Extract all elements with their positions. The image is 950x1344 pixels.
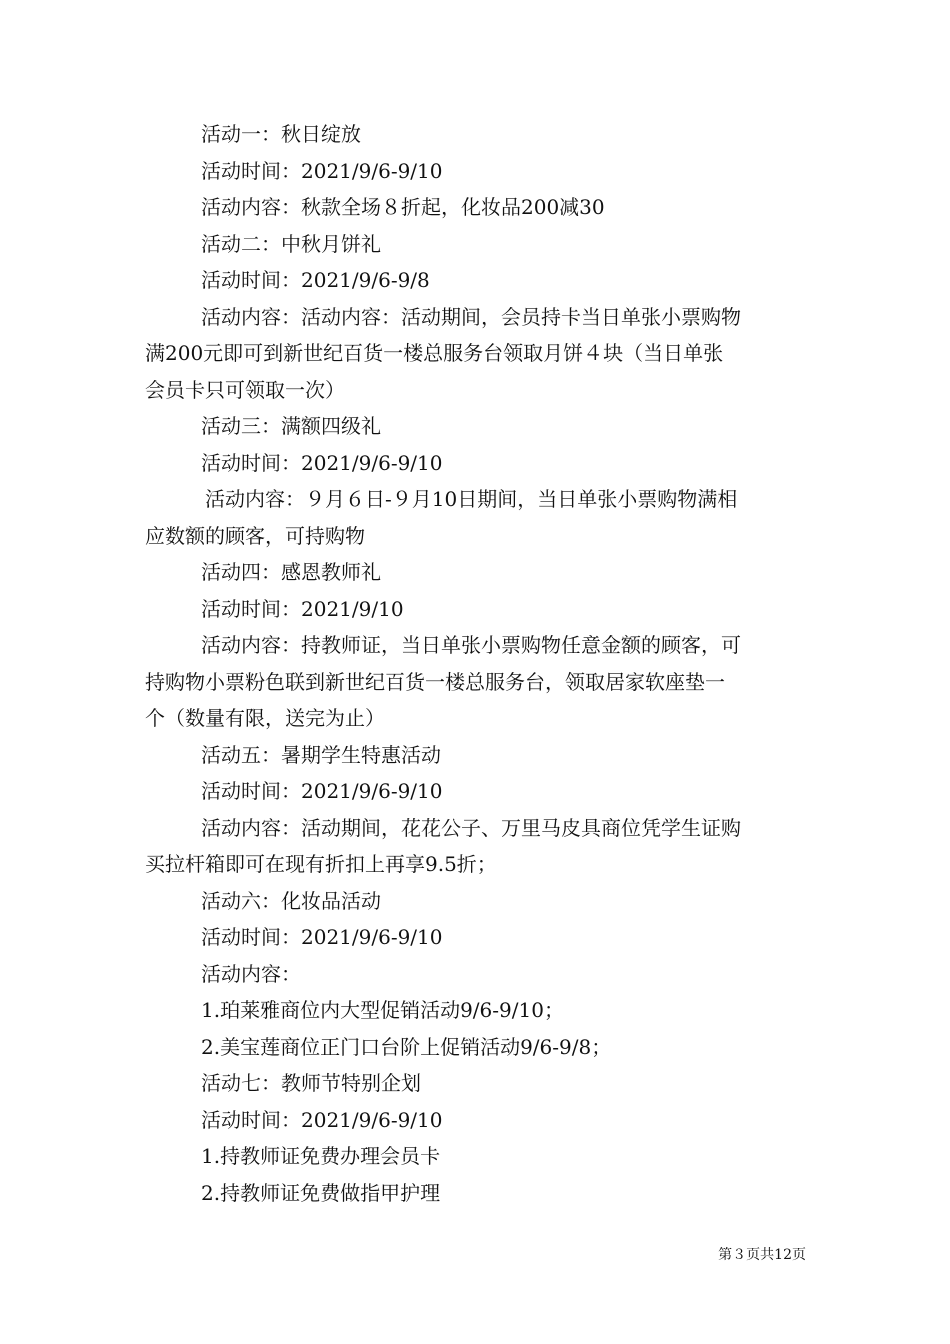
- activity-7-title: 活动七：教师节特别企划: [201, 1071, 421, 1095]
- activity-6-content-label: 活动内容：: [201, 961, 301, 986]
- activity-4-time: 活动时间：2021/9/10: [201, 596, 404, 621]
- activity-7-time: 活动时间：2021/9/6-9/10: [201, 1107, 443, 1132]
- activity-3-content-line-2: 应数额的顾客，可持购物: [145, 523, 365, 548]
- activity-2-content-line-2: 满200元即可到新世纪百货一楼总服务台领取月饼４块（当日单张: [145, 341, 724, 365]
- activity-1-content: 活动内容：秋款全场８折起，化妆品200减30: [201, 195, 605, 219]
- activity-6-item-2: 2.美宝莲商位正门口台阶上促销活动9/6-9/8；: [201, 1034, 612, 1059]
- activity-5-content-line-1: 活动内容：活动期间，花花公子、万里马皮具商位凭学生证购: [201, 815, 741, 840]
- activity-2-title: 活动二：中秋月饼礼: [201, 231, 381, 256]
- activity-3-time: 活动时间：2021/9/6-9/10: [201, 450, 443, 475]
- activity-4-content-line-3: 个（数量有限，送完为止）: [145, 706, 385, 730]
- activity-3-content-line-1: 活动内容：９月６日-９月10日期间，当日单张小票购物满相: [205, 487, 738, 511]
- activity-1-time: 活动时间：2021/9/6-9/10: [201, 158, 443, 183]
- activity-7-item-1: 1.持教师证免费办理会员卡: [201, 1144, 441, 1168]
- activity-4-content-line-1: 活动内容：持教师证，当日单张小票购物任意金额的顾客，可: [201, 633, 741, 657]
- page-number-footer: 第３页共12页: [718, 1247, 806, 1263]
- activity-6-time: 活动时间：2021/9/6-9/10: [201, 925, 443, 949]
- document-body: [145, 116, 810, 1211]
- activity-3-title: 活动三：满额四级礼: [201, 414, 381, 438]
- activity-5-title: 活动五：暑期学生特惠活动: [201, 742, 441, 767]
- activity-2-content-line-1: 活动内容：活动内容：活动期间，会员持卡当日单张小票购物: [201, 304, 741, 329]
- activity-5-content-line-2: 买拉杆箱即可在现有折扣上再享9.5折；: [145, 852, 497, 876]
- activity-2-time: 活动时间：2021/9/6-9/8: [201, 268, 430, 292]
- activity-6-title: 活动六：化妆品活动: [201, 888, 381, 913]
- activity-4-title: 活动四：感恩教师礼: [201, 560, 381, 584]
- activity-5-time: 活动时间：2021/9/6-9/10: [201, 779, 443, 803]
- activity-1-title: 活动一：秋日绽放: [201, 122, 361, 146]
- activity-7-item-2: 2.持教师证免费做指甲护理: [201, 1180, 441, 1205]
- activity-4-content-line-2: 持购物小票粉色联到新世纪百货一楼总服务台，领取居家软座垫一: [145, 669, 725, 694]
- activity-6-item-1: 1.珀莱雅商位内大型促销活动9/6-9/10；: [201, 998, 564, 1022]
- activity-2-content-line-3: 会员卡只可领取一次）: [145, 377, 345, 402]
